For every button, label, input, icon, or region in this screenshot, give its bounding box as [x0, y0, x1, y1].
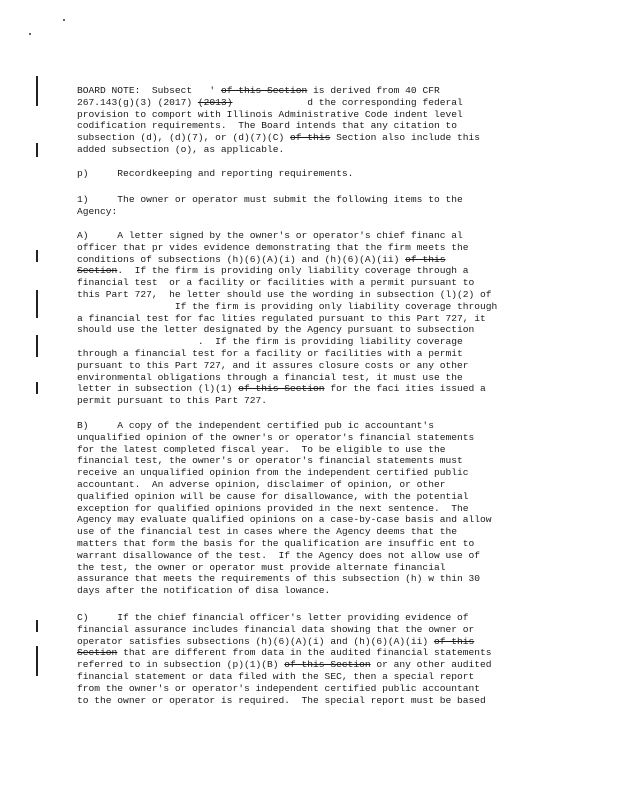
paragraph-A: A) A letter signed by the owner's or operator's chief financ al officer that pr vides evidence demonstrating that the firm meets the conditions of subsections (h)(6)(A)(i) and (h)(6)(A)(ii) of this Section. If the firm is providing only liability coverage through a financial test or a facility or facilities with a permit pursuant to this Part 727, he letter should use the wording in subsection (l)(2) of If the firm is providing only liability coverage through a financial test for fac lities regulated pursuant to this Part 727, it should use the letter designated by the Agency pursuant to subsection . If the firm is providing liability coverage through a financial test for a facility or facilities with a permit pursuant to this Part 727, and it assures closure costs or any other environmental obligations through a financial test, it must use the letter in subsection (l)(1) of this Section for the faci ities issued a permit pursuant to this Part 727. [77, 230, 498, 407]
change-bar [36, 646, 38, 676]
paragraph-p1: 1) The owner or operator must submit the following items to the Agency: [77, 194, 463, 217]
change-bar [36, 250, 38, 262]
paragraph-B: B) A copy of the independent certified pub ic accountant's unqualified opinion of the owner's or operator's financial statements for the latest completed fiscal year. To be eligible to use the financial test, the owner's or operator's financial statements must receive an unqualified opinion from the independent certified public accountant. An adverse opinion, disclaimer of opinion, or other qualified opinion will be cause for disallowance, with the potential exception for qualified opinions provided in the next sentence. The Agency may evaluate qualified opinions on a case-by-case basis and allow use of the financial test in cases where the Agency deems that the matters that form the basis for the qualification are insuffic ent to warrant disallowance of the test. If the Agency does not allow use of the test, the owner or operator must provide alternate financial assurance that meets the requirements of this subsection (h) w thin 30 days after the notification of disa lowance. [77, 420, 492, 597]
change-bar [36, 76, 38, 106]
paragraph-C: C) If the chief financial officer's letter providing evidence of financial assurance includes financial data showing that the owner or operator satisfies subsections (h)(6)(A)(i) and (h)(6)(A)(ii) of this Section that are different from data in the audited financial statements referred to in subsection (p)(1)(B) of this Section or any other audited financial statement or data filed with the SEC, then a special report from the owner's or operator's independent certified public accountant to the owner or operator is required. The special report must be based [77, 612, 492, 706]
change-bar [36, 290, 38, 318]
change-bar [36, 620, 38, 632]
section-heading-p: p) Recordkeeping and reporting requirements. [77, 168, 354, 179]
change-bar [36, 335, 38, 357]
scan-speck [63, 19, 65, 21]
board-note: BOARD NOTE: Subsect ' of this Section is derived from 40 CFR 267.143(g)(3) (2017) (2013) d the corresponding federal provision to comport with Illinois Administrative Code indent level codification requirements. The Board intends that any citation to subsection (d), (d)(7), or (d)(7)(C) of this Section also include this added subsection (o), as applicable. [77, 85, 481, 155]
scan-speck [29, 33, 31, 35]
change-bar [36, 143, 38, 157]
change-bar [36, 382, 38, 394]
